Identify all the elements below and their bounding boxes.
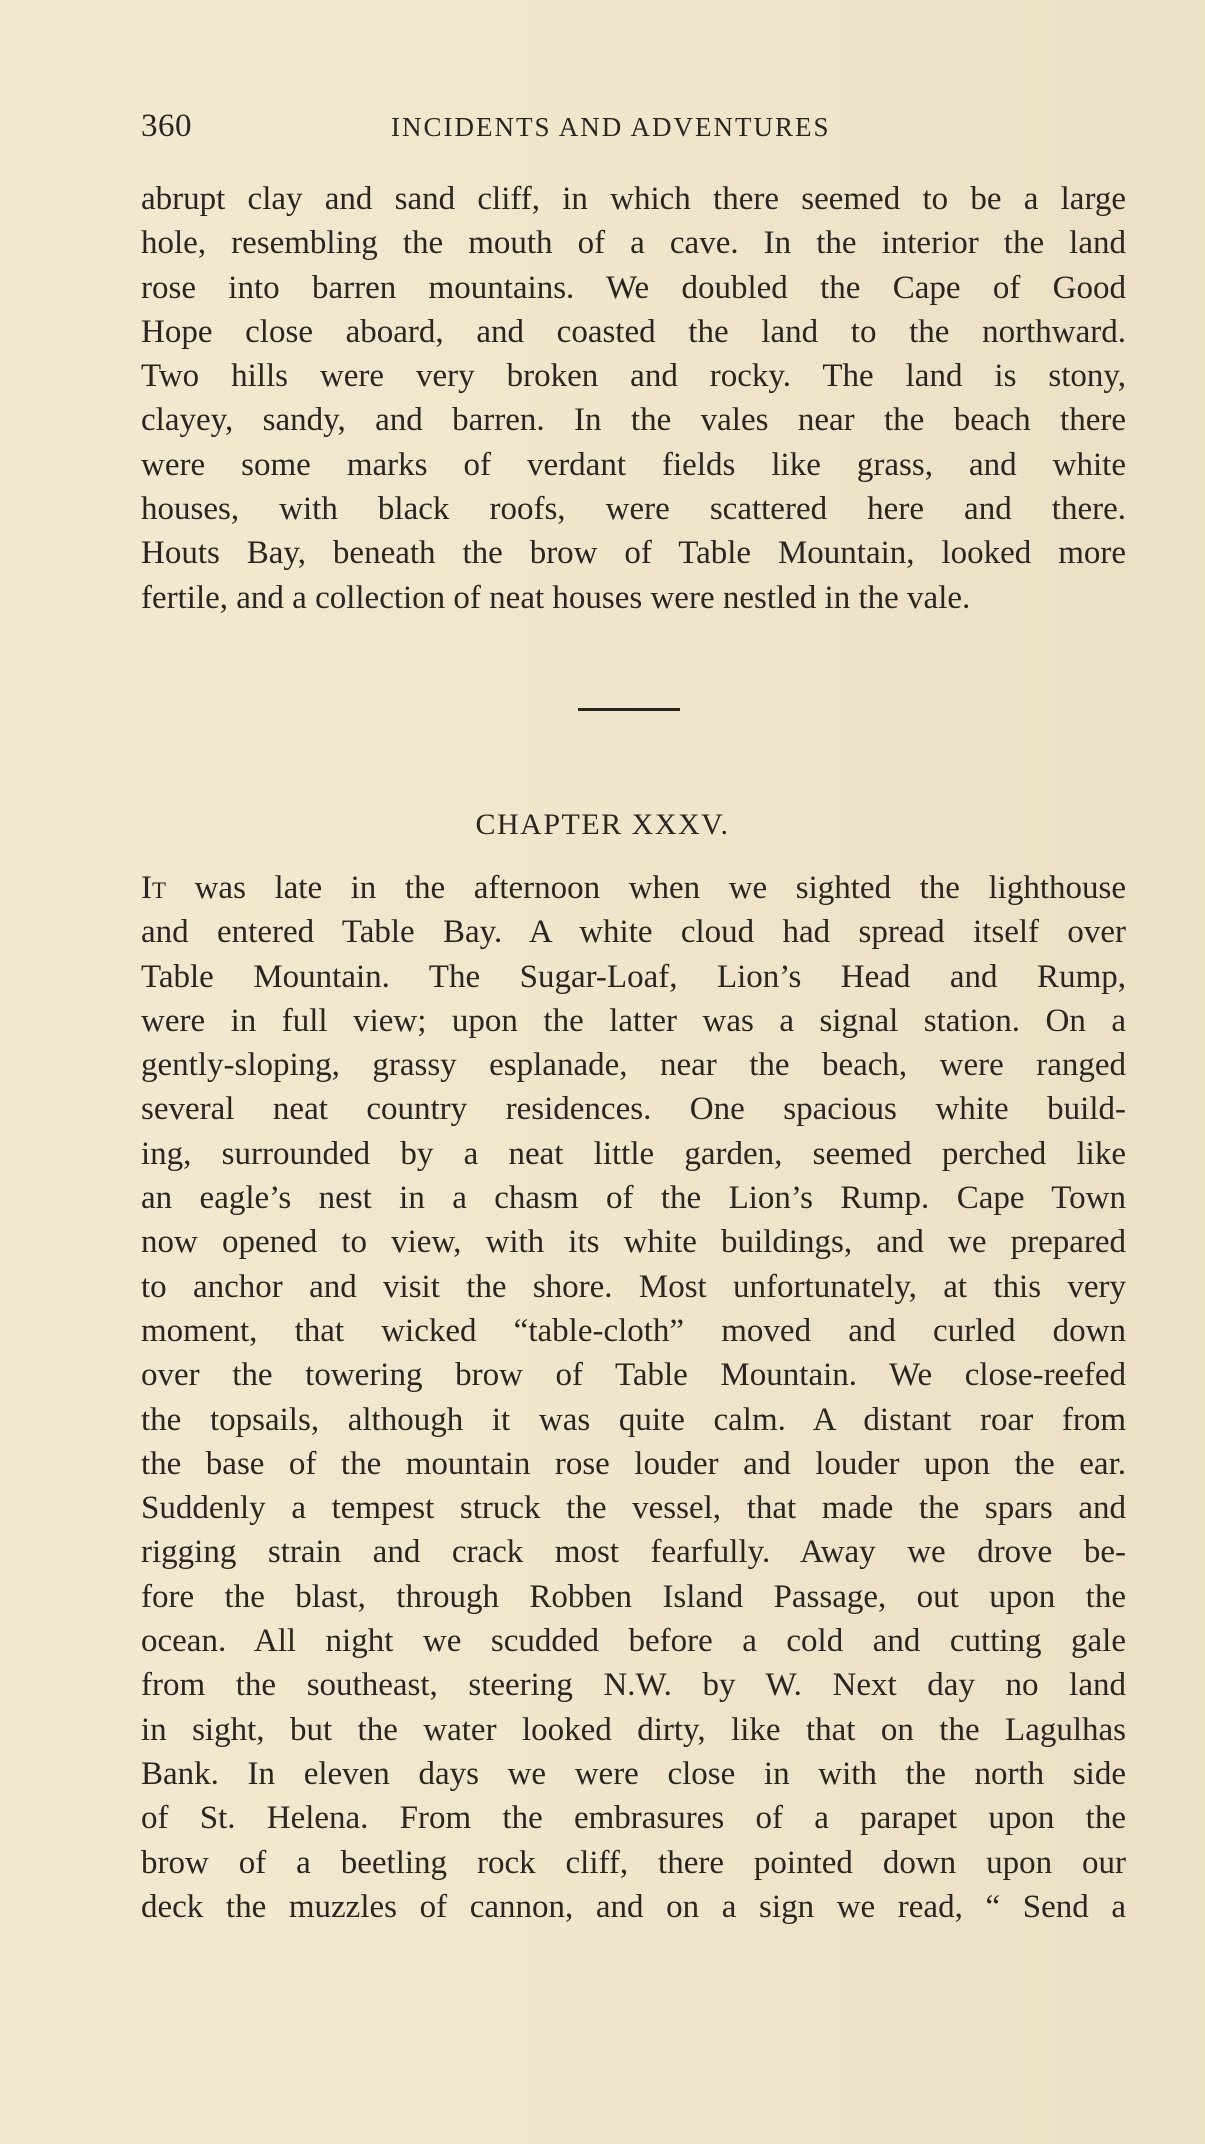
text-line: clayey, sandy, and barren. In the vales near the beach there <box>141 402 1126 439</box>
text-line: of St. Helena. From the embrasures of a parapet upon the <box>141 1800 1126 1837</box>
text-line: the base of the mountain rose louder and louder upon the ear. <box>141 1445 1126 1482</box>
text-line: houses, with black roofs, were scattered here and there. <box>141 491 1126 528</box>
text-line: several neat country residences. One spacious white build- <box>141 1091 1126 1128</box>
text-line: were some marks of verdant fields like grass, and white <box>141 446 1126 483</box>
text-line: to anchor and visit the shore. Most unfortunately, at this very <box>141 1268 1126 1305</box>
text-line: rigging strain and crack most fearfully. Away we drove be- <box>141 1534 1126 1571</box>
opening-line-text: was late in the afternoon when we sighted the lighthouse <box>166 870 1126 906</box>
page-header <box>141 108 881 148</box>
chapter-heading: CHAPTER XXXV. <box>475 808 730 841</box>
text-line: ing, surrounded by a neat little garden, seemed perched like <box>141 1135 1126 1172</box>
running-head: INCIDENTS AND ADVENTURES <box>391 112 831 142</box>
text-line: abrupt clay and sand cliff, in which there seemed to be a large <box>141 181 1126 217</box>
text-line: brow of a beetling rock cliff, there pointed down upon our <box>141 1844 1126 1881</box>
text-line: Houts Bay, beneath the brow of Table Mountain, looked more <box>141 535 1126 572</box>
text-line: ocean. All night we scudded before a cold and cutting gale <box>141 1623 1126 1660</box>
text-line: fertile, and a collection of neat houses were nestled in the vale. <box>141 579 971 616</box>
text-line: moment, that wicked “table-cloth” moved and curled down <box>141 1312 1126 1349</box>
text-line: now opened to view, with its white buildings, and we prepared <box>141 1224 1126 1261</box>
text-line: hole, resembling the mouth of a cave. In the interior the land <box>141 225 1126 262</box>
section-divider <box>578 708 680 711</box>
text-line: the topsails, although it was quite calm. A distant roar from <box>141 1401 1126 1438</box>
text-line: gently-sloping, grassy esplanade, near the beach, were ranged <box>141 1047 1126 1084</box>
page-number: 360 <box>141 108 192 144</box>
text-line: Hope close aboard, and coasted the land to the northward. <box>141 313 1126 350</box>
text-line: rose into barren mountains. We doubled the Cape of Good <box>141 269 1126 306</box>
text-line: over the towering brow of Table Mountain. We close-reefed <box>141 1357 1126 1394</box>
text-line: Two hills were very broken and rocky. The land is stony, <box>141 358 1126 395</box>
text-line: Bank. In eleven days we were close in with the north side <box>141 1755 1126 1792</box>
paragraph-continued <box>141 177 1126 620</box>
text-line: Suddenly a tempest struck the vessel, that made the spars and <box>141 1490 1126 1527</box>
text-line: Table Mountain. The Sugar-Loaf, Lion’s Head and Rump, <box>141 958 1126 995</box>
text-line: were in full view; upon the latter was a signal station. On a <box>141 1002 1126 1039</box>
text-line: fore the blast, through Robben Island Passage, out upon the <box>141 1578 1126 1615</box>
text-line-first <box>141 866 1126 910</box>
chapter-opening-paragraph <box>141 866 1126 1929</box>
text-line: deck the muzzles of cannon, and on a sign we read, “ Send a <box>141 1888 1126 1925</box>
text-line: in sight, but the water looked dirty, like that on the Lagulhas <box>141 1711 1126 1748</box>
text-line: from the southeast, steering N.W. by W. Next day no land <box>141 1667 1126 1704</box>
text-line: an eagle’s nest in a chasm of the Lion’s Rump. Cape Town <box>141 1180 1126 1217</box>
text-line: and entered Table Bay. A white cloud had spread itself over <box>141 914 1126 951</box>
opening-word: It <box>141 870 167 906</box>
